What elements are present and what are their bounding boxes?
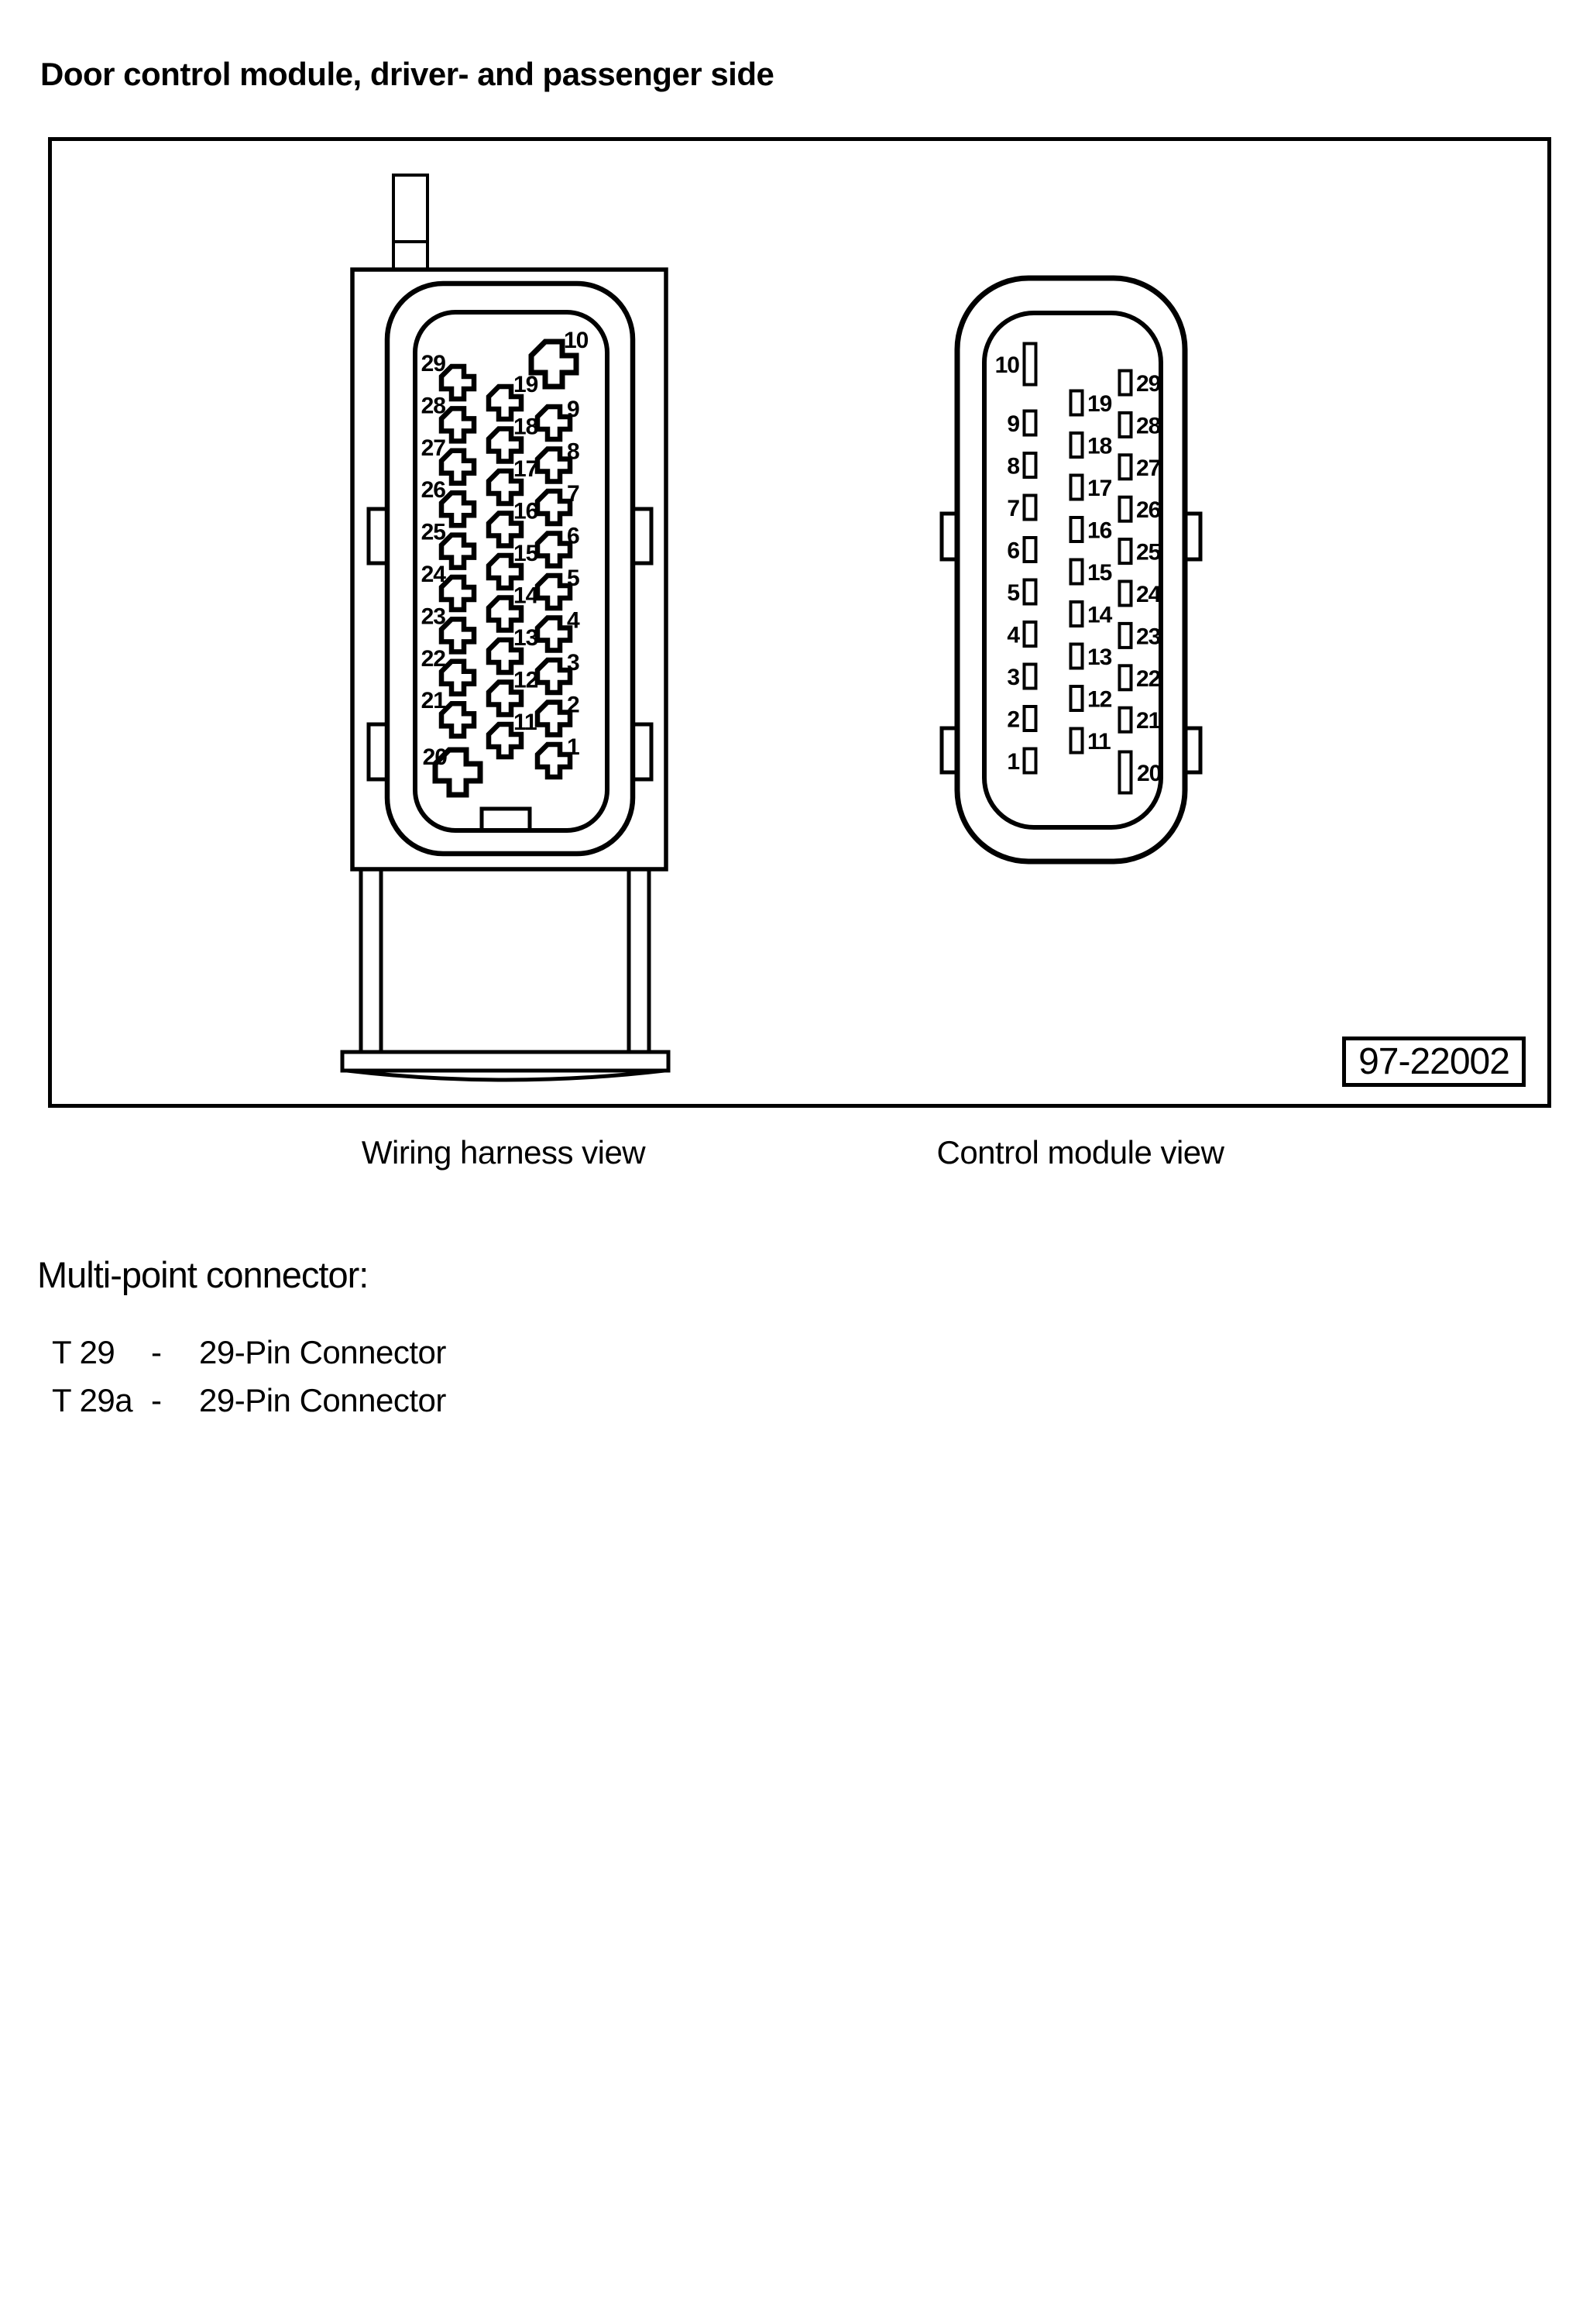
pin-15-contact (1071, 560, 1083, 584)
pin-16-label: 16 (1087, 517, 1112, 544)
pin-21-label: 21 (421, 688, 445, 714)
pin-23-contact (1120, 624, 1131, 648)
legend-separator: - (151, 1334, 162, 1370)
pin-13-label: 13 (1087, 645, 1112, 670)
pin-19-contact (1071, 391, 1083, 415)
pin-14-label: 14 (513, 583, 538, 609)
pin-26-contact (1120, 497, 1131, 521)
pin-13-label: 13 (513, 625, 538, 651)
pin-14-contact (1071, 602, 1083, 626)
leg-rail-left (361, 869, 381, 1055)
pin-28-contact (1120, 413, 1131, 437)
pin-10-label: 10 (564, 328, 589, 353)
pin-5-contact (1025, 580, 1036, 604)
pin-27-contact (1120, 455, 1131, 479)
pin-27-label: 27 (421, 435, 445, 461)
pin-25-label: 25 (1136, 539, 1161, 566)
pin-2-contact (1025, 706, 1036, 731)
pin-20-contact (1120, 752, 1131, 793)
legend-heading: Multi-point connector: (37, 1254, 369, 1295)
pin-20-label: 20 (1137, 761, 1162, 786)
legend-desc: 29-Pin Connector (199, 1382, 446, 1418)
pin-5-label: 5 (567, 566, 579, 591)
pin-17-label: 17 (513, 456, 538, 482)
caption-control-module-view: Control module view (936, 1134, 1224, 1171)
pin-11-label: 11 (513, 710, 537, 735)
pin-15-label: 15 (1087, 560, 1112, 586)
pin-2-label: 2 (567, 692, 579, 718)
pin-9-contact (1025, 411, 1036, 435)
pin-18-label: 18 (1087, 433, 1112, 459)
pin-20-label: 20 (422, 744, 447, 770)
pin-2-label: 2 (1007, 706, 1019, 733)
pin-19-label: 19 (513, 372, 538, 397)
pin-22-contact (1120, 665, 1131, 689)
pin-22-label: 22 (421, 645, 445, 672)
pin-1-label: 1 (567, 734, 579, 760)
pin-18-contact (1071, 433, 1083, 457)
pin-10-contact (1025, 344, 1036, 385)
leg-rail-right (629, 869, 649, 1055)
pin-23-label: 23 (421, 603, 445, 630)
pin-1-contact (1025, 749, 1036, 773)
legend-row (52, 1382, 446, 1422)
pin-21-contact (1120, 708, 1131, 732)
pin-26-label: 26 (421, 477, 445, 504)
control-module-connector-diagram (925, 267, 1220, 875)
pin-23-label: 23 (1136, 624, 1161, 650)
pin-7-label: 7 (1007, 496, 1019, 521)
pin-27-label: 27 (1136, 455, 1161, 481)
figure-frame (48, 137, 1551, 1108)
pin-18-label: 18 (513, 414, 538, 440)
pin-29-label: 29 (1136, 371, 1161, 397)
pin-28-label: 28 (421, 393, 445, 419)
figure-id-text: 97-22002 (1358, 1041, 1509, 1082)
pin-15-label: 15 (513, 541, 538, 566)
wiring-harness-connector-diagram (333, 167, 682, 1092)
pin-28-label: 28 (1136, 413, 1161, 439)
pin-21-label: 21 (1136, 708, 1161, 734)
legend-separator: - (151, 1382, 162, 1418)
pin-4-label: 4 (567, 607, 579, 634)
pin-29-contact (1120, 371, 1131, 395)
pin-13-contact (1071, 645, 1083, 669)
pin-26-label: 26 (1136, 497, 1161, 524)
pin-12-label: 12 (1087, 686, 1112, 713)
pin-4-contact (1025, 622, 1036, 646)
pin-6-label: 6 (1007, 538, 1019, 564)
pin-4-label: 4 (1007, 622, 1019, 648)
legend-term: T 29 (52, 1334, 115, 1370)
pin-6-contact (1025, 538, 1036, 562)
pin-3-label: 3 (1007, 665, 1019, 690)
legend-row (52, 1334, 446, 1374)
legend-desc: 29-Pin Connector (199, 1334, 446, 1370)
pin-12-contact (1071, 686, 1083, 710)
pin-8-label: 8 (567, 438, 579, 465)
pin-9-label: 9 (567, 397, 579, 422)
figure-id-badge (1342, 1037, 1526, 1087)
pin-9-label: 9 (1007, 411, 1019, 437)
pin-7-label: 7 (567, 481, 579, 507)
pin-7-contact (1025, 496, 1036, 520)
pin-8-label: 8 (1007, 453, 1019, 480)
pin-16-contact (1071, 517, 1083, 541)
pin-24-label: 24 (1136, 582, 1161, 607)
pin-5-label: 5 (1007, 580, 1019, 606)
pin-1-label: 1 (1007, 749, 1019, 775)
pin-8-contact (1025, 453, 1036, 477)
pin-12-label: 12 (513, 667, 538, 693)
caption-wiring-harness-view: Wiring harness view (361, 1134, 646, 1171)
pin-25-contact (1120, 539, 1131, 563)
top-stub (393, 175, 427, 273)
pin-16-label: 16 (513, 498, 538, 524)
pin-6-label: 6 (567, 523, 579, 549)
pin-14-label: 14 (1087, 602, 1112, 628)
pin-25-label: 25 (421, 519, 445, 545)
pin-24-label: 24 (421, 562, 445, 587)
pin-11-label: 11 (1087, 729, 1111, 755)
page-title: Door control module, driver- and passenger side (40, 56, 774, 92)
pin-3-contact (1025, 665, 1036, 689)
base-bar (342, 1052, 668, 1071)
pin-3-label: 3 (567, 650, 579, 676)
pin-24-contact (1120, 582, 1131, 606)
pin-17-label: 17 (1087, 476, 1112, 501)
pin-11-contact (1071, 729, 1083, 753)
pin-22-label: 22 (1136, 665, 1161, 692)
pin-19-label: 19 (1087, 391, 1112, 417)
pin-10-label: 10 (994, 352, 1019, 378)
legend-term: T 29a (52, 1382, 133, 1418)
pin-29-label: 29 (421, 351, 445, 376)
pin-17-contact (1071, 476, 1083, 500)
